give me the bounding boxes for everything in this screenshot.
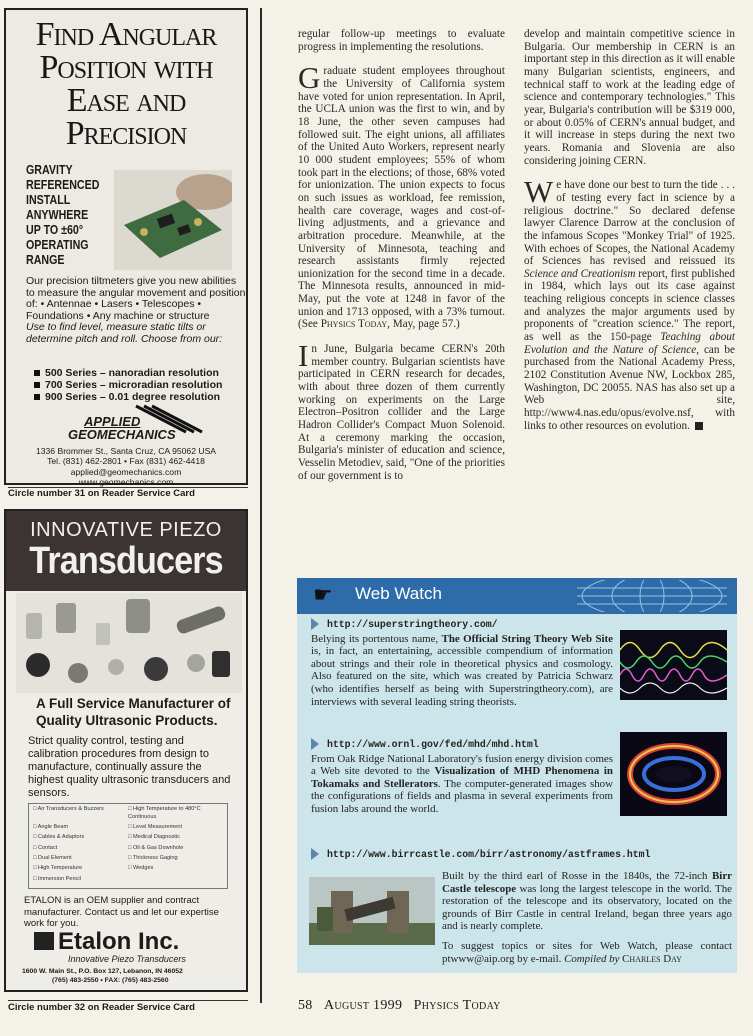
paragraph: regular follow-up meetings to evaluate progress in implementing the resolutions. — [298, 28, 505, 53]
web-watch-header — [297, 578, 737, 614]
series-item: 500 Series – nanoradian resolution — [34, 367, 249, 379]
web-watch-title: Web Watch — [355, 584, 442, 603]
spec-item: INSTALL ANYWHERE — [26, 192, 89, 222]
entry-url[interactable]: http://superstringtheory.com/ — [311, 618, 613, 632]
entry-site-name: Birr Castle telescope — [442, 870, 732, 895]
transducer-photo — [16, 593, 242, 693]
credit-prefix: Compiled by — [564, 952, 620, 965]
book-title: Teaching about Evolution and the Nature of Science — [524, 331, 735, 356]
checklist-item: □ Thickness Gaging — [128, 855, 223, 865]
checklist-item: □ High Temperature — [33, 865, 128, 875]
ad-italic: Use to find level, measure static tilts or determine pitch and roll. Choose from our: — [26, 321, 223, 345]
address-line: 1600 W. Main St., P.O. Box 127, Lebanon, IN 46052 — [22, 968, 183, 975]
ad-address — [22, 968, 244, 985]
applied-geomechanics-logo — [66, 402, 216, 446]
checklist-item: □ Immersion Pencil — [33, 876, 128, 886]
logo-line-1: APPLIED — [84, 414, 141, 429]
ad-body: Our precision tiltmeters give you new abilities to measure the angular movement and position of: • Antennae • Lasers • Telescopes • Foundations • Any machine or structure — [26, 275, 246, 322]
footer-text: To suggest topics or sites for Web Watch, please contact ptwww@aip.org by e-mail. — [442, 940, 732, 965]
checklist-item: □ Air Transducers & Buzzers — [33, 806, 128, 824]
tiltmeter-photo — [114, 170, 232, 270]
report-title: Science and Creationism — [524, 267, 636, 280]
entry-text: Built by the third earl of Rosse in the 1840s, the 72-inch — [442, 870, 713, 882]
column-divider — [260, 8, 262, 1003]
brand-name: Etalon Inc. — [58, 928, 180, 955]
checklist-item: □ Angle Beam — [33, 824, 128, 834]
banner-line-1: INNOVATIVE PIEZO — [30, 519, 222, 541]
tokamak-plasma-image — [620, 732, 727, 816]
entry-body — [442, 870, 732, 933]
address-line: (765) 483-2550 • FAX: (765) 483-2560 — [52, 976, 169, 984]
web-watch-entry — [311, 618, 613, 708]
logo-line-2: GEOMECHANICS — [68, 427, 176, 442]
checklist-item: □ Dual Element — [33, 855, 128, 865]
paragraph-text: e have done our best to turn the tide . . . of testing every fact in science by a religious doctrine." So declared defense lawyer Clarence Darrow at the conclusion of the infamous Scopes "Monkey Trial" of 1925. With echoes of Scopes, the National Academy of Sciences has revised and reissued its — [524, 179, 735, 268]
entry-text: was long the largest telescope in the world. The restoration of the telescope and its observatory, located on the grounds of Birr Castle in central Ireland, began three years ago and is nearly complete. — [442, 882, 732, 933]
address-line: applied@geomechanics.com — [70, 466, 182, 477]
checklist-item: □ Cables & Adaptors — [33, 834, 128, 844]
paragraph-text: n June, Bulgaria became CERN's 20th member country. Bulgarian scientists have participated in CERN research for decades, with about three dozen of them currently working on experiments on the Large Electron–Positron collider and the Large Hadron Collider's Compact Muon Solenoid. At a ceremony marking the occasion, Bulgaria's minister of education and science, Vesselin Metodiev, said, "One of the priorities of our government is to — [298, 343, 505, 482]
checklist-item: □ Level Measurement — [128, 824, 223, 834]
reader-service-31: Circle number 31 on Reader Service Card — [8, 487, 248, 499]
paragraph — [298, 60, 505, 331]
string-theory-image — [620, 630, 727, 700]
ad-headline: Find Angular Position with Ease and Precision — [35, 16, 217, 152]
credit — [564, 953, 682, 965]
ad-oem: ETALON is an OEM supplier and contract manufacturer. Contact us and let our expertise work for you. — [24, 895, 219, 929]
web-watch-entry — [311, 738, 613, 816]
entry-text: . The computer-generated images show the configurations of fields and plasma in several experiments from fusion labs around the world. — [311, 777, 613, 815]
address-line: www.geomechanics.com — [78, 477, 174, 488]
web-watch-footer — [442, 940, 732, 965]
address-line: 1336 Brommer St., Santa Cruz, CA 95062 USA — [35, 446, 217, 456]
paragraph-text: , can be purchased from the National Academy Press, 2102 Constitution Avenue NW, Lockbox 285, Washington, DC 20055. NAS has also set up a Web site, http://www4.nas.edu/opus/evolve.nsf, with links to other resources on evolution. — [524, 343, 735, 432]
checklist-item: □ Contact — [33, 845, 128, 855]
paragraph-text: raduate student employees throughout the University of California system have voted for union representation. In April, the UCLA union was the first to win, and by 18 June, the other seven campuses had followed suit. The eight unions, all affiliates of the United Auto Workers, represent nearly 10 000 student employees; 55% of whom took part in the elections; of those, 68% voted for unionization. The union expects to focus on such issues as workload, fee remission, health care coverage, wages and cost-of-living adjustments, and a grievance and arbitration procedure. Meanwhile, at the University of Minnesota, teaching and research assistants firmly rejected unionization for the second time in a decade. The Minnesota results, announced in mid-May, put the vote at 1248 in favor of the union and 1713 opposed, with a 73% turnout. (See — [298, 65, 505, 331]
entry-text: From Oak Ridge National Laboratory's fusion energy division comes a Web site devoted to the — [311, 752, 613, 778]
product-checklist — [28, 803, 228, 889]
ad-address — [6, 446, 246, 488]
drop-cap: W — [524, 174, 554, 210]
etalon-logo — [34, 930, 234, 954]
checklist-item: □ Oil & Gas Downhole — [128, 845, 223, 855]
entry-site-name: Visualization of MHD Phenomena in Tokamaks and Stellerators — [311, 765, 613, 790]
etalon-ad — [4, 509, 248, 992]
entry-url[interactable]: http://www.ornl.gov/fed/mhd/mhd.html — [311, 738, 613, 752]
article-column-2 — [524, 28, 735, 436]
spec-item: UP TO ±60° OPERATING RANGE — [26, 222, 89, 267]
checklist-item: □ High Temperature to 480°C Continuous — [128, 806, 223, 824]
checklist-item: □ Wedges — [128, 865, 223, 875]
ad-headline: A Full Service Manufacturer of Quality Ultrasonic Products. — [36, 696, 231, 728]
paragraph: develop and maintain competitive science in Bulgaria. Our membership in CERN is an important step in this direction as it will enable many Bulgarian scientists, engineers, and technical staff to work at the leading edge of science and contemporary technologies." This year, Bulgaria's contribution will be $319 000, or about 0.05% of CERN's annual budget, and it will increase in steps during the next two years. Romania and Slovenia are also considering joining CERN. — [524, 28, 735, 167]
web-grid-icon — [577, 580, 727, 612]
web-watch-box — [297, 578, 737, 973]
ad-banner — [6, 511, 246, 591]
banner-line-2: Transducers — [29, 540, 223, 582]
entry-url[interactable]: http://www.birrcastle.com/birr/astronomy/astframes.html — [311, 848, 729, 862]
drop-cap: G — [298, 60, 321, 96]
spec-item: GRAVITY REFERENCED — [26, 162, 100, 192]
birr-castle-telescope-photo — [309, 877, 435, 945]
reader-service-32: Circle number 32 on Reader Service Card — [8, 1000, 248, 1013]
article-column-1 — [298, 28, 505, 486]
series-item: 700 Series – microradian resolution — [34, 379, 249, 391]
ad-specs — [26, 162, 100, 267]
geomechanics-ad — [4, 8, 248, 488]
etalon-mark-icon — [34, 932, 54, 950]
paragraph-text: report, first published in 1984, which lays out its case against teaching religious concepts in science classes and analyzes the major arguments used by proponents of "creation science." The report, as well as the 150-page — [524, 267, 735, 344]
credit-name: Charles Day — [622, 952, 682, 965]
checklist-item: □ Medical Diagnostic — [128, 834, 223, 844]
web-watch-entry — [311, 848, 729, 863]
entry-text: is, in fact, an entertaining, accessible compendium of information about strings and their role in theoretical physics and cosmology. Also featured on the site, which was created by Patricia Schwarz (who identifies herself as being with Superstringtheory.com), are interviews with several leading string theorists. — [311, 645, 613, 708]
ad-body: Strict quality control, testing and calibration procedures from design to manufacture, continually assure the highest quality ultrasonic transducers and sensors. — [28, 735, 231, 799]
issue-date: August 1999 — [324, 998, 403, 1013]
pointing-hand-icon: ☛ — [313, 582, 333, 607]
series-item: 900 Series – 0.01 degree resolution — [34, 391, 249, 403]
paragraph-text: , May, page 57.) — [387, 318, 460, 331]
entry-site-name: The Official String Theory Web Site — [441, 632, 613, 645]
paragraph — [298, 338, 505, 482]
page-number: 58 — [298, 998, 313, 1013]
end-mark-icon — [695, 422, 703, 430]
ad-tagline: Innovative Piezo Transducers — [68, 954, 186, 964]
address-line: Tel. (831) 462-2801 • Fax (831) 462-4418 — [47, 456, 205, 467]
series-list — [34, 367, 249, 403]
page-folio — [298, 998, 501, 1014]
magazine-ref: Physics Today — [320, 318, 388, 331]
magazine-name: Physics Today — [413, 998, 501, 1013]
entry-text: Belying its portentous name, — [311, 632, 442, 645]
drop-cap: I — [298, 338, 309, 374]
paragraph — [524, 174, 735, 432]
